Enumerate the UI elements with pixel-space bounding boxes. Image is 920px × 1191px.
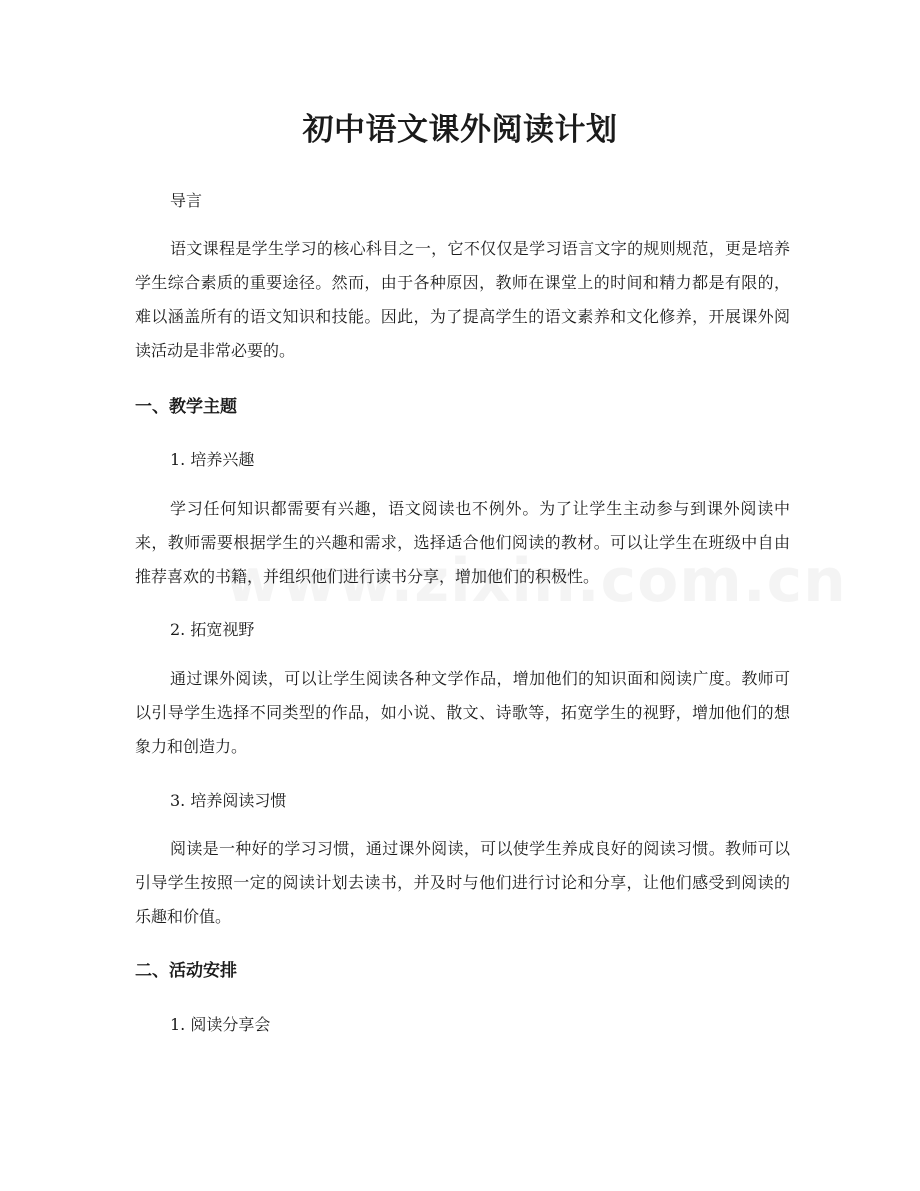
section-heading-teaching-themes: 一、教学主题 bbox=[135, 397, 237, 417]
subheading-cultivate-interest: 1. 培养兴趣 bbox=[170, 450, 255, 469]
intro-heading: 导言 bbox=[170, 191, 203, 210]
subheading-reading-habits: 3. 培养阅读习惯 bbox=[170, 791, 287, 810]
paragraph-cultivate-interest: 学习任何知识都需要有兴趣，语文阅读也不例外。为了让学生主动参与到课外阅读中来，教师需要根据学生的兴趣和需求，选择适合他们阅读的教材。可以让学生在班级中自由推荐喜欢的书籍，并组织他们进行读书分享，增加他们的积极性。 bbox=[135, 499, 790, 586]
section-heading-activity-arrangement: 二、活动安排 bbox=[135, 961, 237, 981]
page-title: 初中语文课外阅读计划 bbox=[302, 112, 618, 148]
subheading-reading-sharing-session: 1. 阅读分享会 bbox=[170, 1015, 271, 1034]
paragraph-broaden-horizons: 通过课外阅读，可以让学生阅读各种文学作品，增加他们的知识面和阅读广度。教师可以引导学生选择不同类型的作品，如小说、散文、诗歌等，拓宽学生的视野，增加他们的想象力和创造力。 bbox=[135, 669, 790, 756]
paragraph-reading-habits: 阅读是一种好的学习习惯，通过课外阅读，可以使学生养成良好的阅读习惯。教师可以引导学生按照一定的阅读计划去读书，并及时与他们进行讨论和分享，让他们感受到阅读的乐趣和价值。 bbox=[135, 839, 790, 926]
subheading-broaden-horizons: 2. 拓宽视野 bbox=[170, 620, 255, 639]
intro-paragraph: 语文课程是学生学习的核心科目之一，它不仅仅是学习语言文字的规则规范，更是培养学生综合素质的重要途径。然而，由于各种原因，教师在课堂上的时间和精力都是有限的，难以涵盖所有的语文知识和技能。因此，为了提高学生的语文素养和文化修养，开展课外阅读活动是非常必要的。 bbox=[135, 239, 790, 360]
